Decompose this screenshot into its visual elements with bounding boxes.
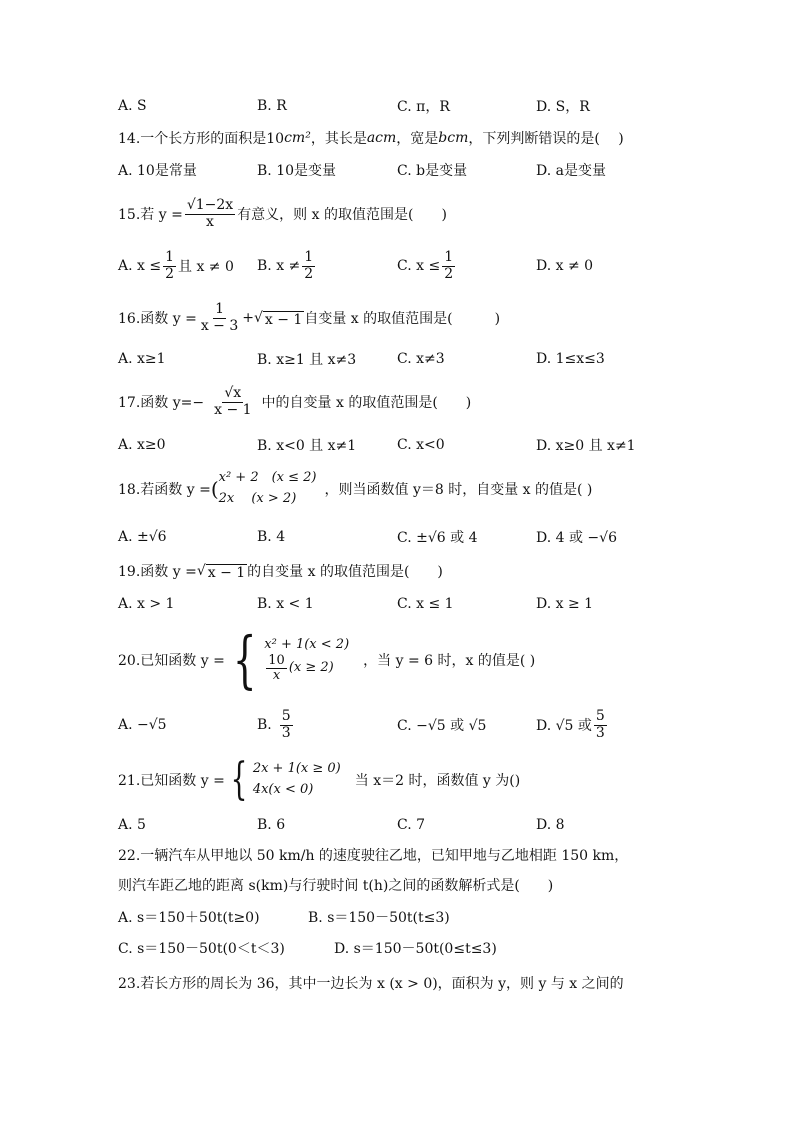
q16-option-c: C. x≠3 bbox=[397, 351, 445, 367]
q17-suffix: 中的自变量 x 的取值范围是( ) bbox=[261, 395, 472, 411]
q13-option-a: A. S bbox=[118, 98, 147, 114]
q20-d-den: 3 bbox=[595, 724, 605, 741]
q19-sqrt: √ x − 1 bbox=[196, 563, 246, 581]
q17-stem bbox=[118, 380, 471, 424]
q19-radicand: x − 1 bbox=[207, 564, 246, 581]
q22-option-a: A. s＝150＋50t(t≥0) bbox=[118, 910, 260, 926]
q13-option-d: D. S，R bbox=[536, 99, 590, 115]
q19-option-a: A. x > 1 bbox=[118, 596, 175, 612]
q20-option-a: A. −√5 bbox=[118, 717, 167, 733]
q18-option-a: A. ±√6 bbox=[118, 529, 167, 545]
q20-b-num: 5 bbox=[281, 708, 291, 725]
q14-option-a: A. 10是常量 bbox=[118, 163, 197, 179]
q15-a-num: 1 bbox=[165, 249, 175, 266]
q21-stem bbox=[118, 755, 520, 805]
q15-b-pre: B. x ≠ bbox=[257, 258, 301, 274]
q16-prefix: 16.函数 y = bbox=[118, 311, 197, 327]
q15-fraction bbox=[185, 198, 235, 230]
q18-stem bbox=[118, 465, 592, 513]
q15-b-num: 1 bbox=[304, 249, 314, 266]
q22-option-d: D. s＝150－50t(0≤t≤3) bbox=[334, 941, 497, 957]
q17-fraction bbox=[212, 386, 253, 418]
q20-suffix: ，当 y = 6 时，x 的值是( ) bbox=[363, 653, 536, 669]
q17-prefix: 17.函数 y=− bbox=[118, 395, 205, 411]
q18-cases bbox=[219, 468, 317, 510]
q19-suffix: 的自变量 x 的取值范围是( ) bbox=[247, 564, 443, 580]
q15-c-num: 1 bbox=[444, 249, 454, 266]
q23-stem-line-1: 23.若长方形的周长为 36，其中一边长为 x (x > 0)，面积为 y，则 y 与 x 之间的 bbox=[118, 976, 624, 992]
q14-stem bbox=[118, 123, 624, 153]
q20-b-fraction bbox=[280, 709, 293, 741]
q15-b-fraction bbox=[302, 250, 315, 282]
q21-prefix: 21.已知函数 y = bbox=[118, 773, 225, 789]
q14-option-d: D. a是变量 bbox=[536, 163, 606, 179]
q20-case-2-den: x bbox=[272, 667, 281, 683]
q17-denominator: x − 1 bbox=[214, 401, 252, 418]
q20-stem bbox=[118, 625, 535, 695]
q15-suffix: 有意义，则 x 的取值范围是( ) bbox=[237, 207, 447, 223]
q20-cases bbox=[264, 637, 349, 683]
q15-option-d: D. x ≠ 0 bbox=[536, 258, 594, 274]
q15-denominator: x bbox=[206, 213, 214, 230]
q18-prefix: 18.若函数 y = bbox=[118, 482, 211, 498]
q21-option-d: D. 8 bbox=[536, 817, 565, 833]
q20-d-num: 5 bbox=[595, 708, 605, 725]
q20-case-2-cond: (x ≥ 2) bbox=[288, 659, 334, 675]
q20-prefix: 20.已知函数 y = bbox=[118, 653, 225, 669]
q17-option-d: D. x≥0 且 x≠1 bbox=[536, 438, 636, 454]
q15-a-post: 且 x ≠ 0 bbox=[178, 259, 234, 275]
q16-option-d: D. 1≤x≤3 bbox=[536, 351, 605, 367]
q14-stem-text-3: ，宽是 bbox=[396, 131, 439, 147]
q13-option-b: B. R bbox=[257, 98, 287, 114]
q14-stem-text-4: ，下列判断错误的是( ) bbox=[468, 131, 624, 147]
q21-option-a: A. 5 bbox=[118, 817, 146, 833]
q22-option-b: B. s＝150－50t(t≤3) bbox=[308, 910, 450, 926]
q18-suffix: ，则当函数值 y＝8 时，自变量 x 的值是( ) bbox=[324, 482, 593, 498]
q20-b-pre: B. bbox=[257, 717, 272, 733]
q14-stem-text-2: ，其长是 bbox=[310, 131, 367, 147]
q14-option-c: C. b是变量 bbox=[397, 163, 468, 179]
q16-fraction bbox=[199, 302, 240, 334]
q16-suffix: 自变量 x 的取值范围是( ) bbox=[304, 311, 501, 327]
q16-radicand: x − 1 bbox=[264, 311, 303, 328]
q15-c-pre: C. x ≤ bbox=[397, 258, 441, 274]
q14-length: acm bbox=[366, 130, 397, 146]
q14-stem-text: 14.一个长方形的面积是10 bbox=[118, 131, 285, 147]
q16-stem bbox=[118, 297, 500, 339]
q20-option-c: C. −√5 或 √5 bbox=[397, 718, 487, 734]
q18-option-c: C. ±√6 或 4 bbox=[397, 530, 478, 546]
q22-stem-line-2: 则汽车距乙地的距离 s(km)与行驶时间 t(h)之间的函数解析式是( ) bbox=[118, 878, 554, 894]
q20-case-2-num: 10 bbox=[268, 652, 285, 668]
q16-plus: + bbox=[242, 310, 254, 326]
q20-d-pre: D. √5 或 bbox=[536, 718, 592, 734]
q17-option-a: A. x≥0 bbox=[118, 437, 166, 453]
q20-option-b bbox=[257, 704, 295, 746]
q18-option-b: B. 4 bbox=[257, 529, 286, 545]
q17-numerator: √x bbox=[224, 385, 242, 402]
q21-suffix: 当 x＝2 时，函数值 y 为() bbox=[354, 773, 521, 789]
q20-case-1: x² + 1(x < 2) bbox=[264, 636, 350, 652]
q16-numerator: 1 bbox=[215, 301, 224, 318]
q15-option-a bbox=[118, 245, 234, 287]
q15-numerator: √1−2x bbox=[186, 197, 234, 214]
q15-c-den: 2 bbox=[444, 265, 454, 282]
q13-option-c: C. π，R bbox=[397, 99, 450, 115]
q15-prefix: 15.若 y = bbox=[118, 207, 183, 223]
q15-a-fraction bbox=[163, 250, 176, 282]
q21-brace: { bbox=[230, 754, 248, 805]
q15-stem bbox=[118, 192, 447, 236]
q20-option-d bbox=[536, 704, 609, 746]
q21-option-c: C. 7 bbox=[397, 817, 426, 833]
q21-option-b: B. 6 bbox=[257, 817, 286, 833]
q16-sqrt: √ x − 1 bbox=[253, 310, 303, 328]
q19-stem bbox=[118, 556, 443, 586]
q18-option-d: D. 4 或 −√6 bbox=[536, 530, 617, 546]
q15-a-den: 2 bbox=[165, 265, 175, 282]
q15-a-pre: A. x ≤ bbox=[118, 258, 162, 274]
q21-case-1: 2x + 1(x ≥ 0) bbox=[252, 761, 341, 777]
q20-case-2-fraction bbox=[266, 654, 287, 684]
q22-stem-line-1: 22.一辆汽车从甲地以 50 km/h 的速度驶往乙地，已知甲地与乙地相距 150 km， bbox=[118, 848, 629, 864]
q21-case-2: 4x(x < 0) bbox=[252, 782, 314, 797]
q17-option-c: C. x<0 bbox=[397, 437, 445, 453]
q18-case-1: x² + 2 (x ≤ 2) bbox=[218, 470, 317, 486]
q15-option-c bbox=[397, 245, 457, 287]
q15-c-fraction bbox=[442, 250, 455, 282]
q15-b-den: 2 bbox=[304, 265, 314, 282]
q18-case-2: 2x (x > 2) bbox=[218, 491, 297, 506]
q20-b-den: 3 bbox=[281, 724, 291, 741]
q14-width: bcm bbox=[438, 130, 469, 146]
q16-denominator: x − 3 bbox=[200, 317, 239, 334]
q16-option-b: B. x≥1 且 x≠3 bbox=[257, 352, 357, 368]
q19-prefix: 19.函数 y = bbox=[118, 564, 197, 580]
q19-option-d: D. x ≥ 1 bbox=[536, 596, 594, 612]
q14-option-b: B. 10是变量 bbox=[257, 163, 337, 179]
q18-paren: ( bbox=[210, 477, 219, 501]
q20-case-2 bbox=[264, 654, 349, 684]
q19-option-c: C. x ≤ 1 bbox=[397, 596, 454, 612]
q15-option-b bbox=[257, 245, 317, 287]
q21-cases bbox=[253, 759, 341, 801]
q20-brace: { bbox=[232, 623, 257, 696]
q14-unit: cm² bbox=[284, 130, 311, 146]
q16-option-a: A. x≥1 bbox=[118, 351, 166, 367]
q20-d-fraction bbox=[594, 709, 607, 741]
q17-option-b: B. x<0 且 x≠1 bbox=[257, 438, 357, 454]
q19-option-b: B. x < 1 bbox=[257, 596, 314, 612]
q22-option-c: C. s＝150－50t(0＜t＜3) bbox=[118, 941, 285, 957]
